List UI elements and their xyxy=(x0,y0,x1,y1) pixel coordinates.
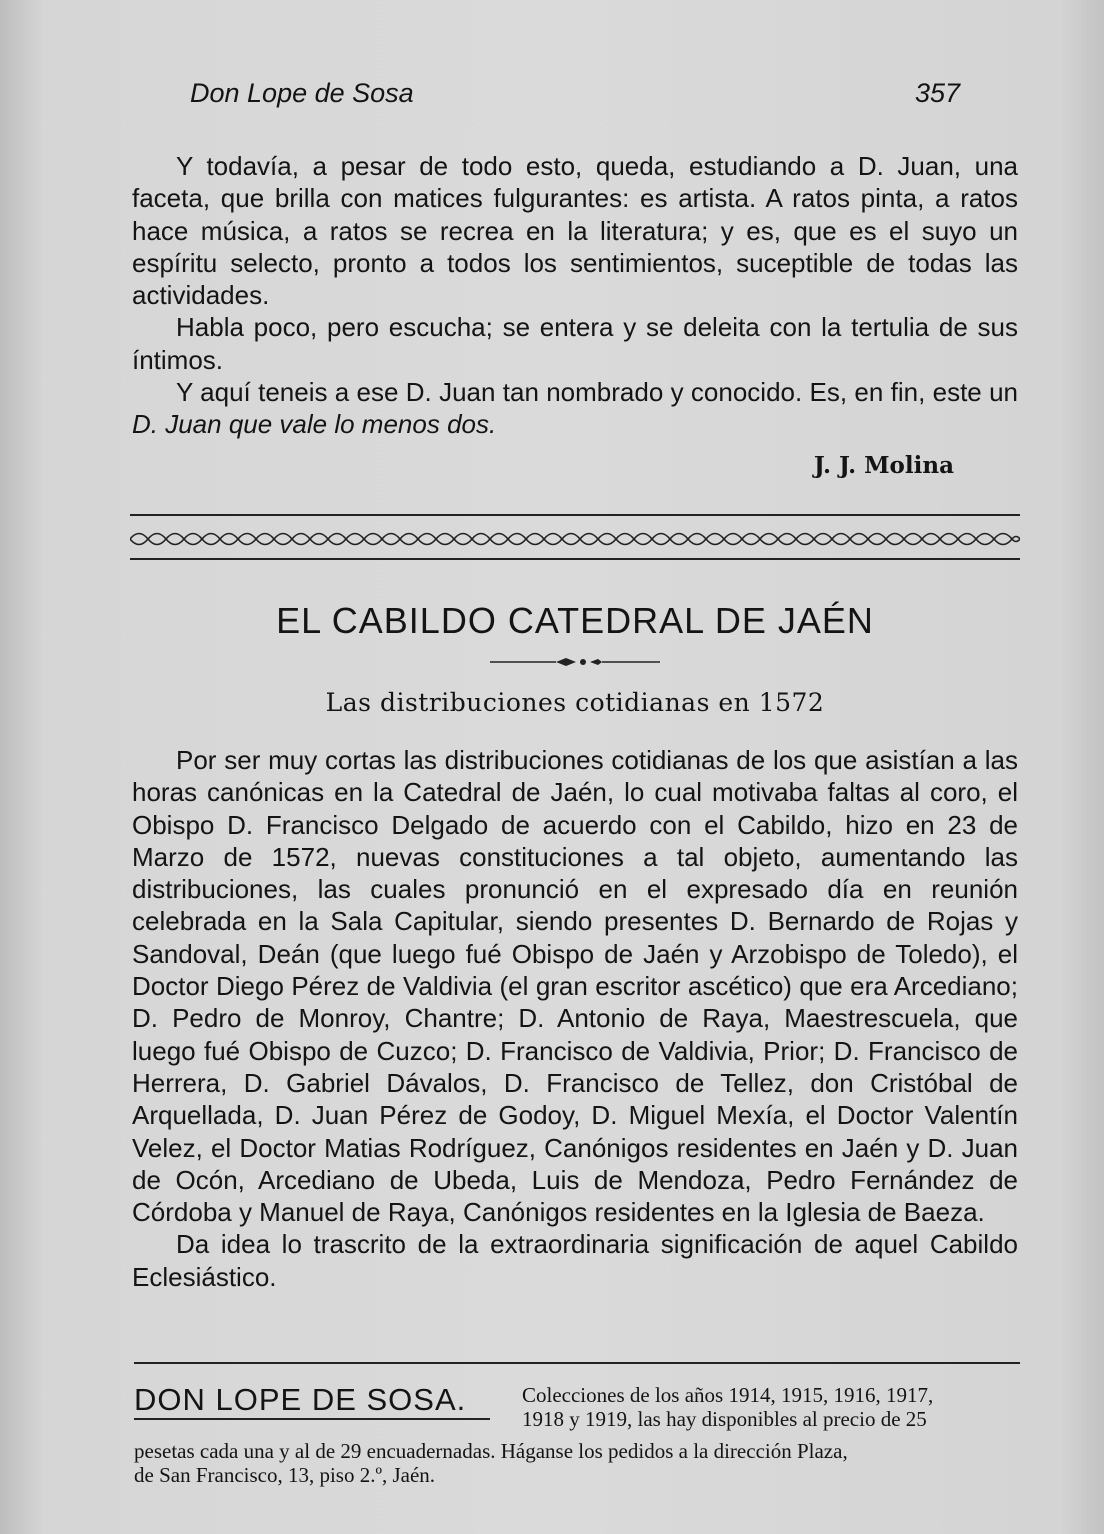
title-flourish xyxy=(490,654,660,670)
closing-text: Y aquí teneis a ese D. Juan tan nombrado y conocido. Es, en fin, este un xyxy=(176,377,1018,408)
article-cabildo-body xyxy=(132,744,1018,1293)
paragraph: Habla poco, pero escucha; se entera y se deleita con la tertulia de sus íntimos. xyxy=(132,312,1018,375)
article-subtitle: Las distribuciones cotidianas en 1572 xyxy=(325,688,825,717)
paragraph: Por ser muy cortas las distribuciones cotidianas de los que asistían a las horas canónicas en la Catedral de Jaén, lo cual motivaba faltas al coro, el Obispo D. Francisco Delgado de acuerdo con el Cabildo, hizo en 23 de Marzo de 1572, nuevas constituciones a tal objeto, aumentando las distribuciones, las cuales pronunció en el expresado día en reunión celebrada en la Sala Capitular, siendo presentes D. Bernardo de Rojas y Sandoval, Deán (que luego fué Obispo de Jaén y Arzobispo de Toledo), el Doctor Diego Pérez de Valdivia (el gran escritor ascético) que era Arcediano; D. Pedro de Monroy, Chantre; D. Antonio de Raya, Maestrescuela, que luego fué Obispo de Cuzco; D. Francisco de Valdivia, Prior; D. Francisco de Herrera, D. Gabriel Dávalos, D. Francisco de Tellez, don Cristóbal de Arquellada, D. Juan Pérez de Godoy, D. Miguel Mexía, el Doctor Valentín Velez, el Doctor Matias Rodríguez, Canónigos residentes en Jaén y D. Juan de Ocón, Arcediano de Ubeda, Luis de Mendoza, Pedro Fernández de Córdoba y Manuel de Raya, Canónigos residentes en la Iglesia de Baeza. xyxy=(132,745,1018,1228)
running-title: Don Lope de Sosa xyxy=(190,78,414,108)
footer-line: Colecciones de los años 1914, 1915, 1916, 1917, xyxy=(522,1383,934,1407)
paragraph: Da idea lo trascrito de la extraordinaria significación de aquel Cabildo Eclesiástico. xyxy=(132,1229,1018,1292)
footer-rule xyxy=(134,1362,1020,1364)
footer-line: 1918 y 1919, las hay disponibles al precio de 25 xyxy=(522,1407,927,1431)
article-molina-body xyxy=(132,150,1018,441)
author-signature: J. J. Molina xyxy=(813,452,954,479)
divider-rule-bottom xyxy=(130,558,1020,560)
brand-underline xyxy=(134,1418,490,1420)
footer-line: pesetas cada una y al de 29 encuadernadas. Háganse los pedidos a la dirección Plaza, xyxy=(134,1439,848,1463)
paragraph: Y todavía, a pesar de todo esto, queda, estudiando a D. Juan, una faceta, que brilla con matices fulgurantes: es artista. A ratos pinta, a ratos hace música, a ratos se recrea en la literatura; y es, que es el suyo un espíritu selecto, pronto a todos los sentimientos, suceptible de todas las actividades. xyxy=(132,151,1018,311)
closing-italic: D. Juan que vale lo menos dos. xyxy=(132,409,497,440)
page-number: 357 xyxy=(914,78,960,108)
divider-rule-top xyxy=(130,514,1020,516)
running-header xyxy=(190,78,960,118)
paragraph-closing xyxy=(132,376,1018,441)
footer-brand: DON LOPE DE SOSA. xyxy=(134,1382,467,1417)
footer-line: de San Francisco, 13, piso 2.º, Jaén. xyxy=(134,1463,436,1487)
article-title: EL CABILDO CATEDRAL DE JAÉN xyxy=(276,600,874,641)
chain-ornament xyxy=(130,524,1020,554)
